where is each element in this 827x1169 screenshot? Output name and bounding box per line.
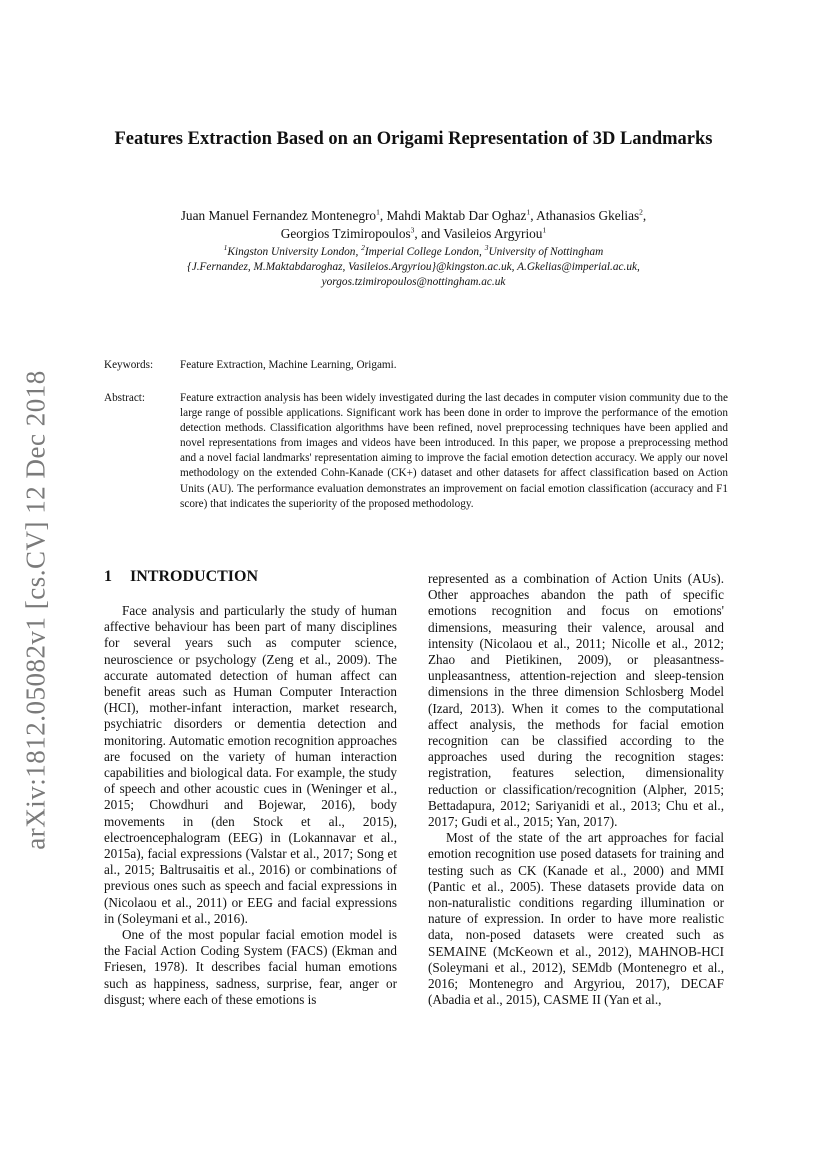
affiliation-mark: 3	[484, 243, 489, 253]
affiliation-mark: 2	[361, 243, 365, 253]
arxiv-identifier: arXiv:1812.05082v1 [cs.CV] 12 Dec 2018	[20, 370, 51, 850]
author-name: Mahdi Maktab Dar Oghaz	[386, 208, 527, 223]
email-line: {J.Fernandez, M.Maktabdaroghaz, Vasileios.Argyriou}@kingston.ac.uk, A.Gkelias@imperial.ac.uk,	[187, 261, 640, 273]
keywords-label: Keywords:	[104, 359, 154, 371]
keywords-text: Feature Extraction, Machine Learning, Origami.	[180, 359, 397, 371]
paragraph: Face analysis and particularly the study of human affective behaviour has been part of many disciplines for several years such as computer science, neuroscience or psychology (Zeng et al., 2009). The accurate automated detection of human affect can benefit areas such as Human Computer Interaction (HCI), mother-infant interaction, market research, psychiatric disorders or dementia detection and monitoring. Automatic emotion recognition approaches are focused on the variety of human interaction capabilities and biological data. For example, the study of speech and other acoustic cues in (Weninger et al., 2015; Chowdhuri and Bojewar, 2016), body movements in (den Stock et al., 2015), electroencephalogram (EEG) in (Lokannavar et al., 2015a), facial expressions (Valstar et al., 2017; Song et al., 2015; Baltrusaitis et al., 2016) or combinations of previous ones such as speech and facial expressions in (Nicolaou et al., 2011) or EEG and facial expressions in (Soleymani et al., 2016).	[104, 603, 397, 926]
affiliations	[110, 245, 717, 290]
institution: University of Nottingham	[488, 246, 604, 258]
abstract-label: Abstract:	[104, 392, 146, 404]
arxiv-side-stamp	[12, 350, 60, 870]
affiliation-mark: 1	[223, 243, 228, 253]
affiliation-mark: 3	[410, 225, 415, 235]
author-name: Juan Manuel Fernandez Montenegro	[180, 208, 377, 223]
left-column	[104, 603, 397, 1008]
author-list: Juan Manuel Fernandez Montenegro$^1$, Mahdi Maktab Dar Oghaz$^1$, Athanasios Gkelias$^2$, Georgios Tzimiropoulos$^3$, and Vasileios Argyriou$^1$	[180, 207, 647, 241]
paper-title: Features Extraction Based on an Origami Representation of 3D Landmarks	[114, 129, 713, 149]
author-name: and Vasileios Argyriou	[421, 226, 543, 241]
institution-line	[110, 245, 717, 260]
paragraph: One of the most popular facial emotion model is the Facial Action Coding System (FACS) (Ekman and Friesen, 1978). It describes facial human emotions such as happiness, sadness, surprise, fear, anger or disgust; where each of these emotions is	[104, 927, 397, 1007]
affiliation-mark: 1	[526, 207, 531, 217]
institution: Imperial College London,	[364, 246, 482, 258]
paragraph: Most of the state of the art approaches for facial emotion recognition use posed datasets for training and testing such as CK (Kanade et al., 2000) and MMI (Pantic et al., 2005). These datasets provide data on non-naturalistic conditions regarding illumination or nature of expression. In order to have more realistic data, non-posed datasets were created such as SEMAINE (McKeown et al., 2012), MAHNOB-HCI (Soleymani et al., 2012), SEMdb (Montenegro et al., 2016; Montenegro and Argyriou, 2017), DECAF (Abadia et al., 2015), CASME II (Yan et al.,	[428, 830, 724, 1008]
institution: Kingston University London,	[227, 246, 359, 258]
author-name: Athanasios Gkelias	[536, 208, 640, 223]
paragraph: represented as a combination of Action Units (AUs). Other approaches abandon the path of specific emotions recognition and focus on emotions' dimensions, measuring their valence, arousal and intensity (Nicolaou et al., 2011; Nicolle et al., 2012; Zhao and Pietikinen, 2009), or pleasantness-unpleasantness, attention-rejection and sleep-tension dimensions in the three dimension Schlosberg Model (Izard, 2013). When it comes to the computational affect analysis, the methods for facial emotion recognition can be classified according to the approaches used during the recognition stages: registration, features selection, dimensionality reduction or classification/recognition (Alpher, 2015; Bettadapura, 2012; Sariyanidi et al., 2013; Chu et al., 2017; Gudi et al., 2015; Yan, 2017).	[428, 571, 724, 830]
section-heading	[104, 568, 258, 586]
affiliation-mark: 2	[639, 207, 643, 217]
section-number: 1	[104, 568, 112, 585]
email-line: yorgos.tzimiropoulos@nottingham.ac.uk	[321, 276, 506, 288]
right-column	[428, 571, 724, 1008]
abstract-text: Feature extraction analysis has been widely investigated during the last decades in computer vision community due to the large range of possible applications. Significant work has been done in order to improve the performance of the emotion detection methods. Classification algorithms have been refined, novel preprocessing techniques have been applied and novel representations from images and videos have been introduced. In this paper, we propose a preprocessing method and a novel facial landmarks' representation aiming to improve the facial emotion detection accuracy. We apply our novel methodology on the extended Cohn-Kanade (CK+) dataset and other datasets for affect classification based on Action Units (AU). The performance evaluation demonstrates an improvement on facial emotion classification (accuracy and F1 score) that indicates the superiority of the proposed methodology.	[180, 392, 728, 510]
section-title: INTRODUCTION	[130, 568, 259, 585]
affiliation-mark: 1	[542, 225, 547, 235]
author-name: Georgios Tzimiropoulos	[280, 226, 411, 241]
affiliation-mark: 1	[376, 207, 380, 217]
